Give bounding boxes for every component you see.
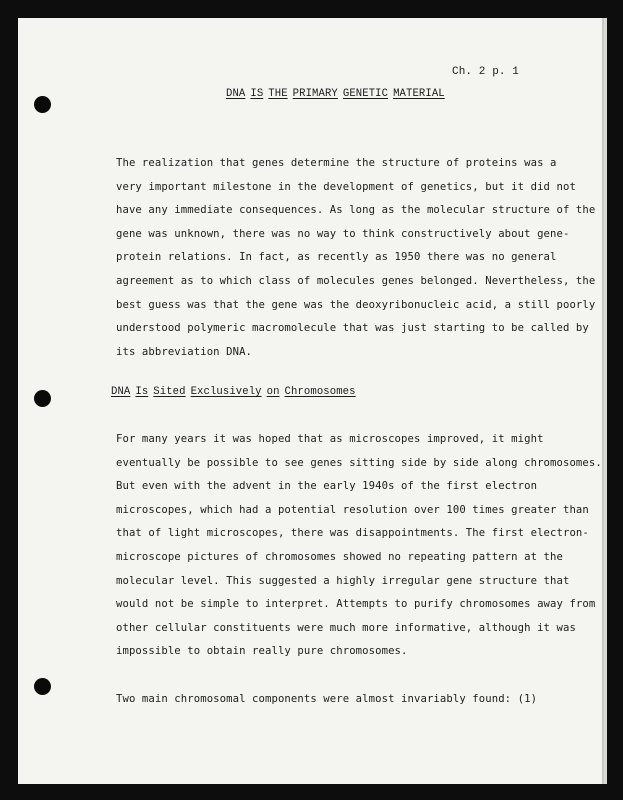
title-word: MATERIAL	[393, 88, 445, 100]
text-line: microscopes, which had a potential resolution over 100 times greater than	[116, 503, 589, 516]
paragraph-3	[116, 688, 537, 712]
heading-word: Is	[135, 386, 149, 398]
text-line: have any immediate consequences. As long as the molecular structure of the	[116, 204, 596, 217]
text-line: The realization that genes determine the structure of proteins was a	[116, 157, 557, 169]
text-line: microscope pictures of chromosomes showed no repeating pattern at the	[116, 550, 563, 563]
text-line: very important milestone in the development of genetics, but it did not	[116, 180, 576, 193]
document-page	[18, 18, 607, 784]
heading-word: Chromosomes	[284, 386, 356, 398]
title-word: GENETIC	[342, 88, 389, 100]
text-line: impossible to obtain really pure chromosomes.	[116, 645, 408, 658]
binder-hole	[34, 390, 51, 407]
paragraph-1	[116, 152, 595, 364]
text-line: eventually be possible to see genes sitting side by side along chromosomes.	[116, 456, 602, 469]
text-line: its abbreviation DNA.	[116, 345, 253, 358]
text-line: protein relations. In fact, as recently as 1950 there was no general	[116, 251, 557, 264]
text-line: But even with the advent in the early 1940s of the first electron	[116, 480, 538, 493]
page-title	[226, 88, 445, 100]
text-line: For many years it was hoped that as microscopes improved, it might	[116, 433, 544, 445]
text-line: would not be simple to interpret. Attempts to purify chromosomes away from	[116, 598, 596, 611]
section-heading	[111, 386, 356, 398]
text-line: understood polymeric macromolecule that was just starting to be called by	[116, 322, 589, 335]
page-number: Ch. 2 p. 1	[452, 66, 520, 78]
heading-word: DNA	[111, 386, 131, 398]
text-line: molecular level. This suggested a highly irregular gene structure that	[116, 574, 570, 587]
title-word: DNA	[226, 88, 246, 100]
heading-word: Exclusively	[190, 386, 262, 398]
text-line: agreement as to which class of molecules genes belonged. Nevertheless, the	[116, 274, 596, 287]
title-word: IS	[250, 88, 264, 100]
heading-word: Sited	[153, 386, 186, 398]
text-line: gene was unknown, there was no way to think constructively about gene-	[116, 227, 570, 240]
title-word: PRIMARY	[292, 88, 338, 100]
title-word: THE	[268, 88, 288, 100]
binder-hole	[34, 678, 51, 695]
binder-hole	[34, 96, 51, 113]
paragraph-2	[116, 428, 602, 664]
text-line: Two main chromosomal components were almost invariably found: (1)	[116, 693, 538, 705]
text-line: that of light microscopes, there was disappointments. The first electron-	[116, 527, 589, 540]
text-line: best guess was that the gene was the deoxyribonucleic acid, a still poorly	[116, 298, 596, 311]
text-line: other cellular constituents were much more informative, although it was	[116, 621, 576, 634]
heading-word: on	[266, 386, 280, 398]
